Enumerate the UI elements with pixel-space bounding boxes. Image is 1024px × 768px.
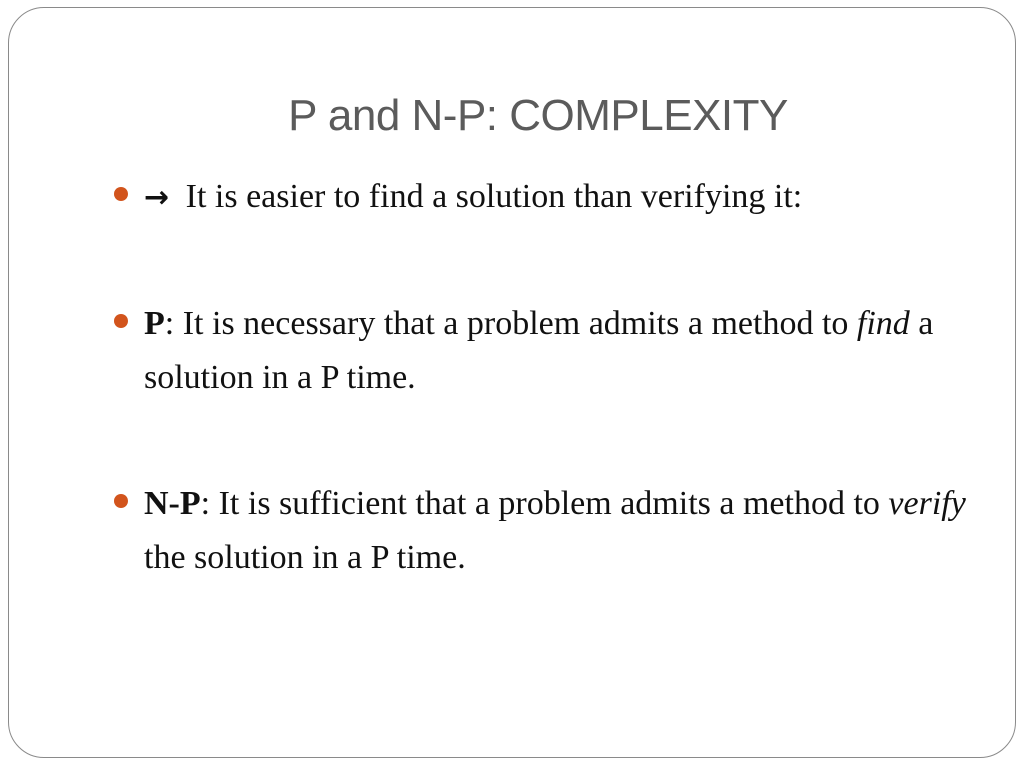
bullet-term: P (144, 305, 165, 342)
bullet-text-before: : It is necessary that a problem admits a method to (164, 305, 857, 342)
bullet-dot-icon (114, 494, 128, 508)
right-arrow-icon: → (144, 180, 170, 215)
bullet-text-before: : It is sufficient that a problem admits a method to (200, 485, 889, 522)
bullet-text-after: the solution in a P time. (144, 539, 466, 576)
bullet-item-easier (114, 170, 974, 225)
bullet-dot-icon (114, 314, 128, 328)
bullet-text: It is easier to find a solution than verifying it: (177, 178, 803, 215)
bullet-dot-icon (114, 187, 128, 201)
bullet-list (114, 170, 974, 585)
bullet-item-np (114, 477, 974, 585)
bullet-term: N-P (144, 485, 201, 522)
bullet-emphasis: find (856, 305, 910, 342)
bullet-emphasis: verify (888, 485, 966, 522)
bullet-text-after: a solution in a P time. (144, 305, 934, 396)
bullet-item-p (114, 297, 974, 405)
slide-title: P and N-P: COMPLEXITY (288, 91, 788, 140)
